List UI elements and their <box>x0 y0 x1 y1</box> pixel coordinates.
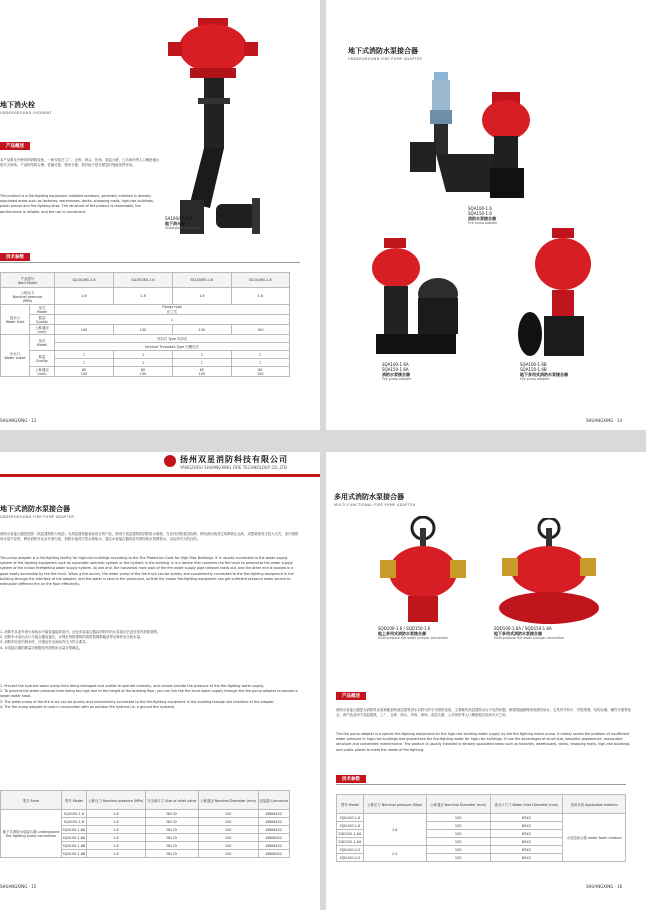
table-row: 公称通径 (mm) 65 100 80 150 65 100 80 150 <box>1 367 290 377</box>
page-number: SHUANGXING · 14 <box>586 418 623 423</box>
table-row: 公称通径 (mm) 100 150 100 150 <box>1 325 290 335</box>
page-number: SHUANGXING · 13 <box>0 418 37 423</box>
params-tag: 技术参数 <box>336 775 366 783</box>
overview-text-en: The fire pump adapter is a special fire-fighting equipment for the high-rise building water supply by the fire-fighting motor pump. It mainly solves the problem of insufficient water pressure in high-rise buildings and guarantees the fire-fighting water for high-rise buildings. It has the advantages of small size, beautiful appearance, reasonable structure and convenient maintenance. The product is usually installed in densely populated areas such as factories, warehouses, docks, shopping malls, high-rise buildings, and public places to meet the needs of fire fighting. <box>336 732 631 752</box>
page-number: SHUANGXING · 16 <box>586 884 623 889</box>
page-title: 多用式消防水泵接合器 <box>334 493 404 501</box>
overview-tag: 产品概述 <box>0 142 30 150</box>
table-row: SQA150-1.6A 1.6 DN 20 150 KWA80X2 <box>1 834 290 842</box>
page-number: SHUANGXING · 15 <box>0 884 37 889</box>
list-item: 3. The water pump of the fire truck can be quickly and conveniently connected to the fire-fighting equipment in the building through the interface of the adapter. <box>0 699 275 704</box>
table-row: 数量 Quality 1 1 2 2 <box>1 351 290 359</box>
table-row: 数量 Quality 1 <box>1 315 290 325</box>
table-row: SQD150-2.5 150 80X2 <box>337 854 626 862</box>
spec-table <box>0 272 290 377</box>
table-row: 产品型号 Item Model SA100/65-1.6 SA150/80-1.6 SS100/65-1.6 SS150/80-1.6 <box>1 273 290 288</box>
params-tag: 技术参数 <box>0 253 30 261</box>
spec-table <box>0 790 290 858</box>
table-row: SQA100-1.6B 1.6 DN 20 100 KWA65X2 <box>1 842 290 850</box>
catalog-page-16 <box>326 452 646 910</box>
table-row: SQD150-1.6A 150 80X2 <box>337 838 626 846</box>
table-row: SQA100-1.6A 1.6 DN 20 100 KWA65X2 <box>1 826 290 834</box>
multi-adapter-caption-2: SQD100-1.6A / SQD150-1.6A 地下多用式消防水泵接合器 Multi-purpose fire water pumper connection <box>494 626 565 640</box>
list-item: 2. 消防车水泵出水口与接合器连接后，应保证每栋建筑的消防管网都能获得足够的水压和水量。 <box>0 635 144 640</box>
page-subtitle: UNDERGROUND FIRE PUMP ADAPTER <box>348 57 423 61</box>
table-row: 进水口 Water Inlet 形式 Model Flange type 法兰式 <box>1 305 290 315</box>
list-item: 2. To prevent the water pressure from being too high due to the height of the building floor, you can link the fire truck water supply through the fire pump adapter to provide a larger water head. <box>0 689 298 699</box>
page-subtitle: UNDERGROUND FIRE PUMP ADAPTER <box>0 515 75 519</box>
adapter-caption-1: SQA100-1.6 SQA150-1.6 消防水泵接合器 Fire pump adapter <box>468 206 498 225</box>
hydrant-image <box>160 18 270 238</box>
divider <box>336 784 626 785</box>
usage-list-en <box>0 684 300 710</box>
page-title: 地下式消防水泵接合器 <box>348 47 418 55</box>
table-row: SQA150-1.6B 1.6 DN 20 150 KWA80X2 <box>1 850 290 858</box>
table-row: 出水口 Water outlet 形式 Model 内扣式 Type 内扣式 <box>1 335 290 343</box>
brand-header: 扬州双星消防科技有限公司 YANGZHOU SHUANGXING FIRE TECHNOLOGY CO.,LTD <box>180 454 320 470</box>
overview-text-en: The product is a fire-fighting equipment installed outdoors, generally installed in densely populated areas such as factories, warehouses, docks, shopping malls, high-rise buildings, public places and fire-fighting sites. The structure of the product is reasonable, the performance is reliable, and the use is convenient. <box>0 194 154 214</box>
header-rule <box>0 474 320 477</box>
table-row: 型式 Form 型号 Model 公称压力 Nominal pressure (MPa) 安全阀尺寸 Size of relief valve 公称通径 Nominal Diameter (mm) 连接器 Connector <box>1 791 290 810</box>
list-item: 3. 消防车向室内供水时，应保证安全阀动作压力符合要求。 <box>0 640 90 645</box>
page-title: 地下式消防水泵接合器 <box>0 505 70 513</box>
pump-adapter-image-2 <box>366 238 466 358</box>
page-title: 地下消火栓 <box>0 101 35 109</box>
multi-adapter-caption-1: SQD100-1.6 / SQD150-1.6 地上多用式消防水泵接合器 Multi-purpose fire water pumper connection <box>378 626 449 640</box>
table-row: 地下式消防水泵接合器 underground fire-fighting pump connection SQA100-1.6 1.6 DN 32 100 KWA65X2 <box>1 810 290 818</box>
multi-adapter-image-2 <box>494 518 604 628</box>
table-row: SQD100-2.5 2.5 100 65X2 <box>337 846 626 854</box>
overview-text-cn: 消防水泵接合器是按照《高层建筑防火规范》为高层建筑配套而设计的产品。使用于高层建筑的消防给水系统，当室内消防泵因检修、停电或出现其它故障停止运转，或建筑物发生较大火灾，室内消防用水量不足时，利用消防车从室外消火栓、消防水池或天然水源取水，通过水泵接合器向室内消防给水管网供水，以达到灭火的目的。 <box>0 532 299 542</box>
divider <box>0 262 300 263</box>
adapter-caption-2: SQA100-1.6A SQA150-1.6A 消防水泵接合器 Fire pump adapter <box>382 362 412 381</box>
table-row: 1 1 1 1 <box>1 359 290 367</box>
overview-text-en: The pump adapter is a fire-fighting facility for high-rise buildings according to the Fire Protection Code for High-Rise Buildings. It is usually connected to the water supply system of fire-fighting equipment such as automatic sprinkler system or fire hydrant in the building. It is a device that connects the fire truck to pressurize the water supply system of the indoor firefighting water supply system. At one end, the horizontal main pipe of the fire water supply pipe network leads out, and the other end is located in a good easily accessible by the fire truck. When a fire occurs, the water pump of the fire truck can be quickly and conveniently connected to the fire-fighting equipment in the building through the interface of the adapter, and the water is sent to the pressurize, so that the indoor fire-fighting equipment can get sufficient pressure water source to extinguish different fire on the floor effectively. <box>0 556 294 587</box>
table-row: 型号 Model 公称压力 Nominal pressure (Mpa) 公称通径 Nominal Diameter (mm) 进水口尺寸 Water Inlet Diameter (mm) 适用介质 Applicable medium <box>337 795 626 814</box>
usage-list-cn <box>0 630 300 651</box>
table-row: 公称压力 Nominal pressure (MPa) 1.6 1.6 1.6 1.6 <box>1 288 290 305</box>
overview-tag: 产品概述 <box>336 692 366 700</box>
catalog-page-14 <box>326 0 646 430</box>
list-item: 4. The fire pump adapter is used in conjunction with an outdoor fire hydrant (ie. a ground fire hydrant). <box>0 704 176 709</box>
hydrant-caption: SA100/65-1.6 地下消火栓 Underground hydrant <box>165 216 200 230</box>
list-item: 1. 消防车从室外消火栓取水不能直接接到室内，应经水泵接合器由消防车的水泵加压后送至室内消防管网。 <box>0 630 161 634</box>
pump-adapter-image-3 <box>516 228 616 368</box>
table-row: SQD150-1.6 150 80X2 <box>337 822 626 830</box>
table-row: SQA150-1.6 1.6 DN 32 150 KWA65X2 <box>1 818 290 826</box>
overview-text-cn: 消防水泵接合器是为消防机动泵和配套的高层建筑供水以防火的专用消防设备，主要解决高层建筑水压不足的问题，使建筑能顺利得到消防用水，它具有外形小、外型美观、结构合理、操作方便等优点。该产品适用于高层建筑、工厂、仓库、码头、货场、商场、高层大厦、公共场所等人口稠密地区现场灭火之用。 <box>336 708 631 718</box>
table-row: SQD100-1.6A 100 65X2 <box>337 830 626 838</box>
table-row: SQD100-1.6 1.6 100 65X2 水及泡沫合液 water foam mixture <box>337 814 626 822</box>
list-item: 4. 水泵接合器的数量应根据室内消防用水量计算确定。 <box>0 645 83 650</box>
spec-table <box>336 794 626 862</box>
page-subtitle: UNDERGROUND HYDRANT <box>0 111 53 115</box>
adapter-caption-3: SQA100-1.6B SQA150-1.6B 地下多用式消防水泵接合器 Fire pump adapter <box>520 362 568 381</box>
table-row: Internal Threaded Type 内螺纹式 <box>1 343 290 351</box>
brand-logo-icon <box>164 455 176 467</box>
catalog-page-13 <box>0 0 320 430</box>
overview-text-cn: 本产品系室外使用的消防设备，一般安装在工厂、仓库、码头、货场、高层大厦、公共场所等人口稠密地区的灭火现场。产品的结构合理，性能可靠，使用方便，将有助于您在紧急时刻能发挥作用。 <box>0 158 160 168</box>
catalog-page-15 <box>0 452 320 910</box>
multi-adapter-image-1 <box>378 516 468 626</box>
list-item: 1. Prevent the hydrant water pump from being damaged and unable to operate normally, and cannot provide the pressure of the fire-fighting water supply. <box>0 684 265 688</box>
pump-adapter-image-1 <box>406 72 536 202</box>
page-subtitle: MULTI-FUNCTIONAL FIRE PUMP ADAPTER <box>334 503 416 507</box>
